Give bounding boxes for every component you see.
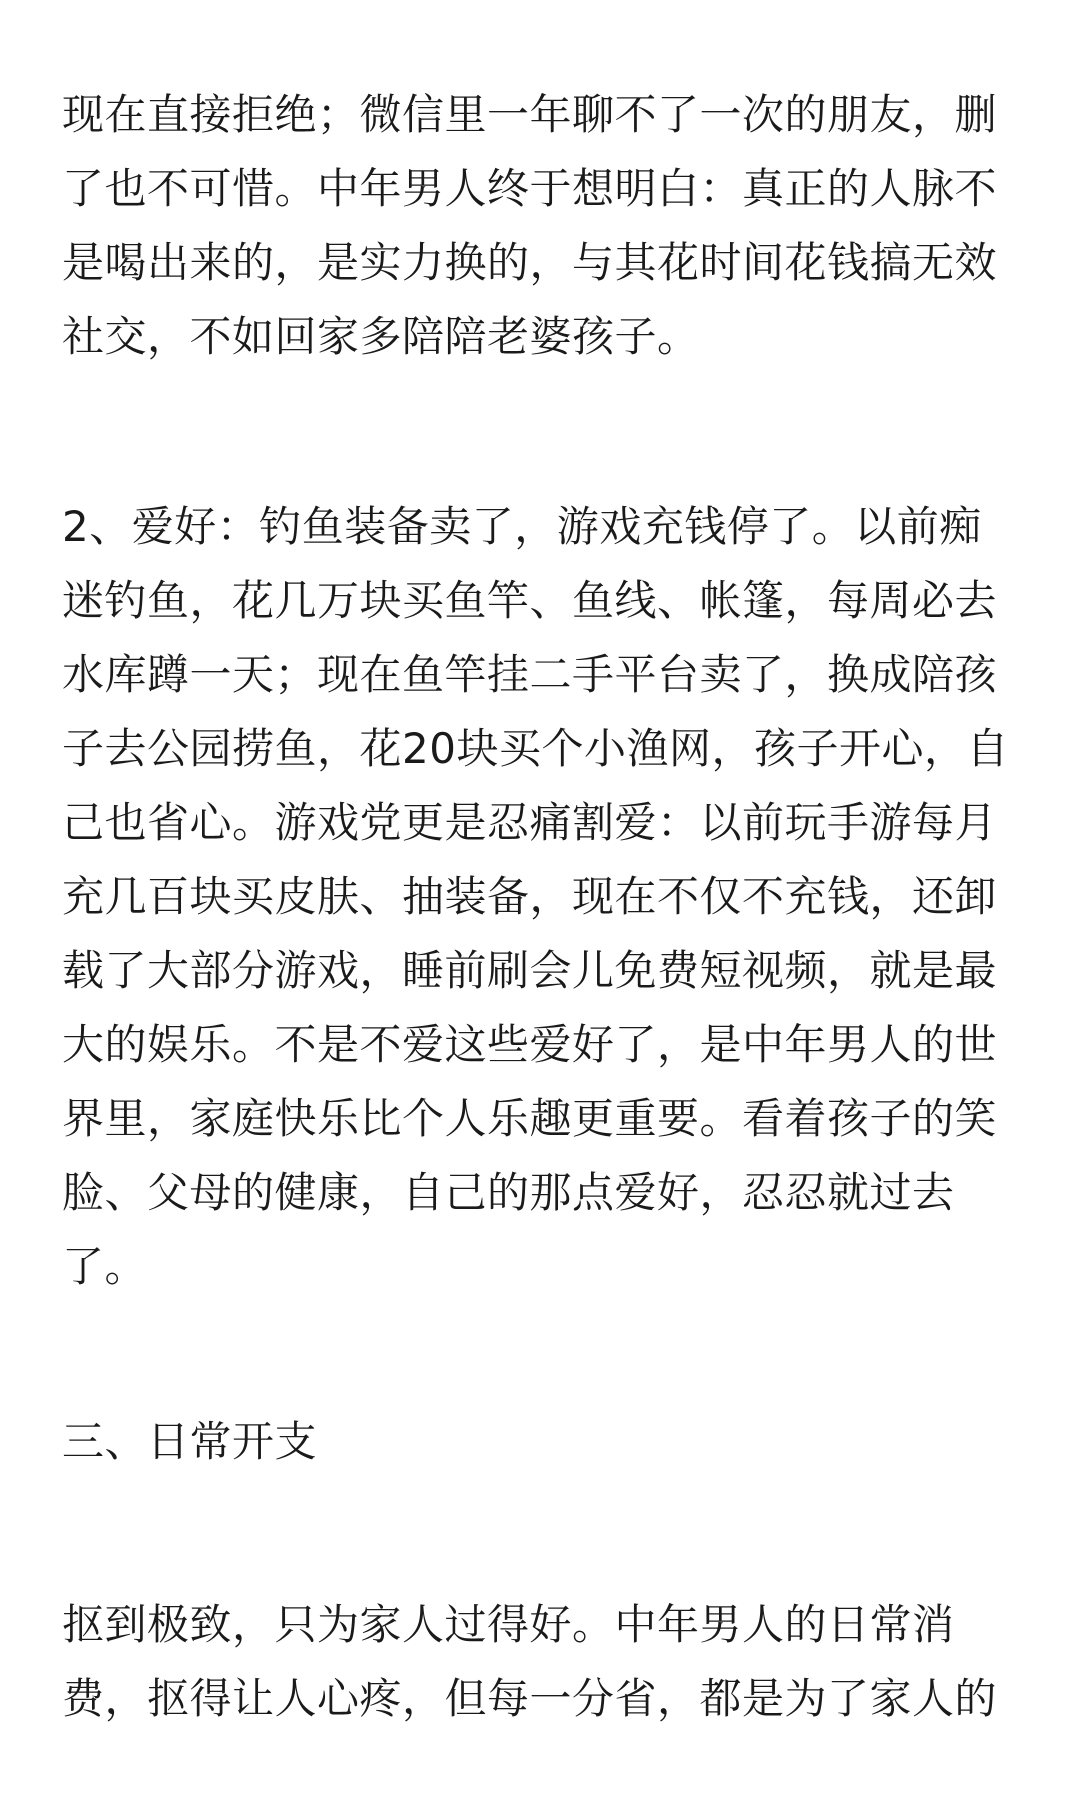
text-line: 载了大部分游戏，睡前刷会儿免费短视频，就是最	[62, 946, 998, 995]
text-line: 界里，家庭快乐比个人乐趣更重要。看着孩子的笑	[62, 1094, 998, 1143]
paragraph-daily-expenses	[62, 1588, 1022, 1736]
text-line: 水库蹲一天；现在鱼竿挂二手平台卖了，换成陪孩	[62, 650, 998, 699]
paragraph-hobbies	[62, 490, 1022, 1304]
text-line: 大的娱乐。不是不爱这些爱好了，是中年男人的世	[62, 1020, 998, 1069]
text-line: 迷钓鱼，花几万块买鱼竿、鱼线、帐篷，每周必去	[62, 576, 998, 625]
text-line: 了。	[62, 1242, 148, 1291]
section-heading-daily-expenses	[62, 1405, 1022, 1479]
paragraph-social	[62, 78, 1022, 374]
text-line: 是喝出来的，是实力换的，与其花时间花钱搞无效	[62, 238, 998, 287]
text-line: 2、爱好：钓鱼装备卖了，游戏充钱停了。以前痴	[62, 502, 982, 551]
text-line: 三、日常开支	[62, 1417, 318, 1466]
text-line: 子去公园捞鱼，花20块买个小渔网，孩子开心，自	[62, 724, 1009, 773]
text-line: 抠到极致，只为家人过得好。中年男人的日常消	[62, 1600, 955, 1649]
text-line: 费，抠得让人心疼，但每一分省，都是为了家人的	[62, 1674, 998, 1723]
text-line: 己也省心。游戏党更是忍痛割爱：以前玩手游每月	[62, 798, 998, 847]
text-line: 社交，不如回家多陪陪老婆孩子。	[62, 312, 700, 361]
text-line: 充几百块买皮肤、抽装备，现在不仅不充钱，还卸	[62, 872, 998, 921]
text-line: 现在直接拒绝；微信里一年聊不了一次的朋友，删	[62, 90, 998, 139]
text-line: 脸、父母的健康，自己的那点爱好，忍忍就过去	[62, 1168, 955, 1217]
text-line: 了也不可惜。中年男人终于想明白：真正的人脉不	[62, 164, 998, 213]
